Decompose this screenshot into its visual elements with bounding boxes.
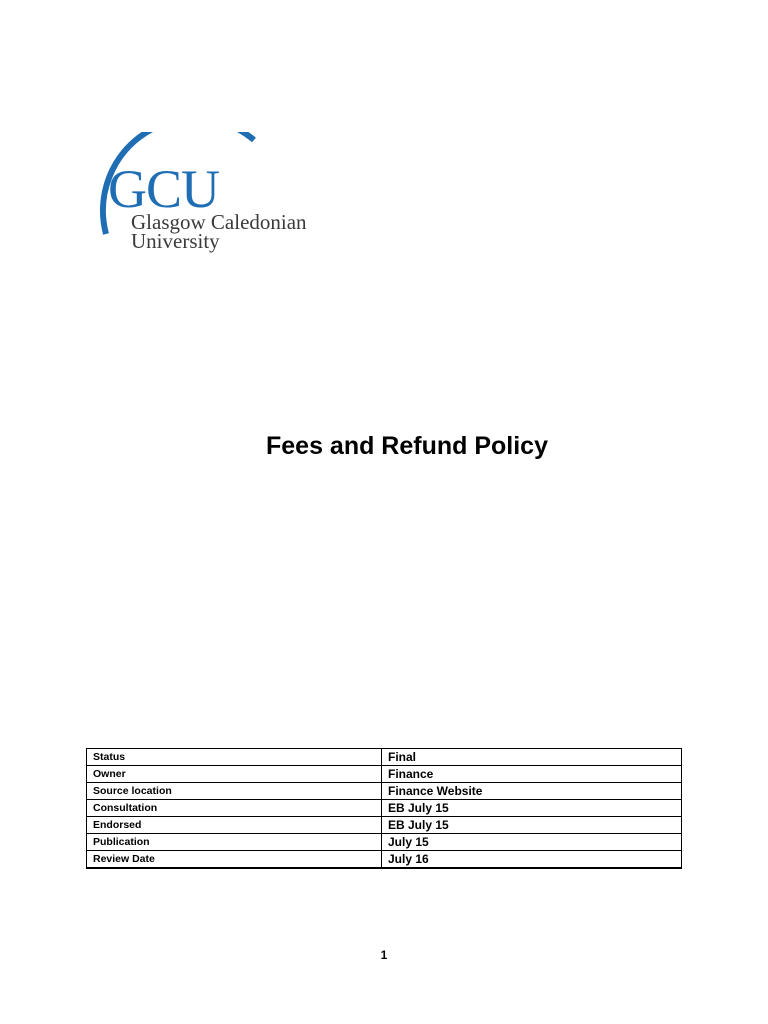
gcu-logo <box>86 132 316 257</box>
table-row <box>87 817 682 834</box>
row-value: EB July 15 <box>382 800 682 817</box>
logo-name-line2: University <box>131 229 220 253</box>
row-value: July 15 <box>382 834 682 851</box>
logo-acronym: GCU <box>108 159 220 219</box>
row-label: Publication <box>87 834 382 851</box>
row-value: July 16 <box>382 851 682 869</box>
row-label: Review Date <box>87 851 382 869</box>
table-row <box>87 749 682 766</box>
document-metadata-table <box>86 748 682 869</box>
table-row <box>87 834 682 851</box>
row-label: Endorsed <box>87 817 382 834</box>
row-label: Source location <box>87 783 382 800</box>
table-row <box>87 783 682 800</box>
table-row <box>87 851 682 869</box>
row-value: Finance <box>382 766 682 783</box>
page-number: 1 <box>380 948 388 962</box>
logo-name-line1: Glasgow Caledonian <box>131 210 307 234</box>
table-row <box>87 766 682 783</box>
row-value: Finance Website <box>382 783 682 800</box>
row-label: Consultation <box>87 800 382 817</box>
row-label: Status <box>87 749 382 766</box>
document-title: Fees and Refund Policy <box>265 432 548 460</box>
row-value: EB July 15 <box>382 817 682 834</box>
row-value: Final <box>382 749 682 766</box>
row-label: Owner <box>87 766 382 783</box>
table-row <box>87 800 682 817</box>
